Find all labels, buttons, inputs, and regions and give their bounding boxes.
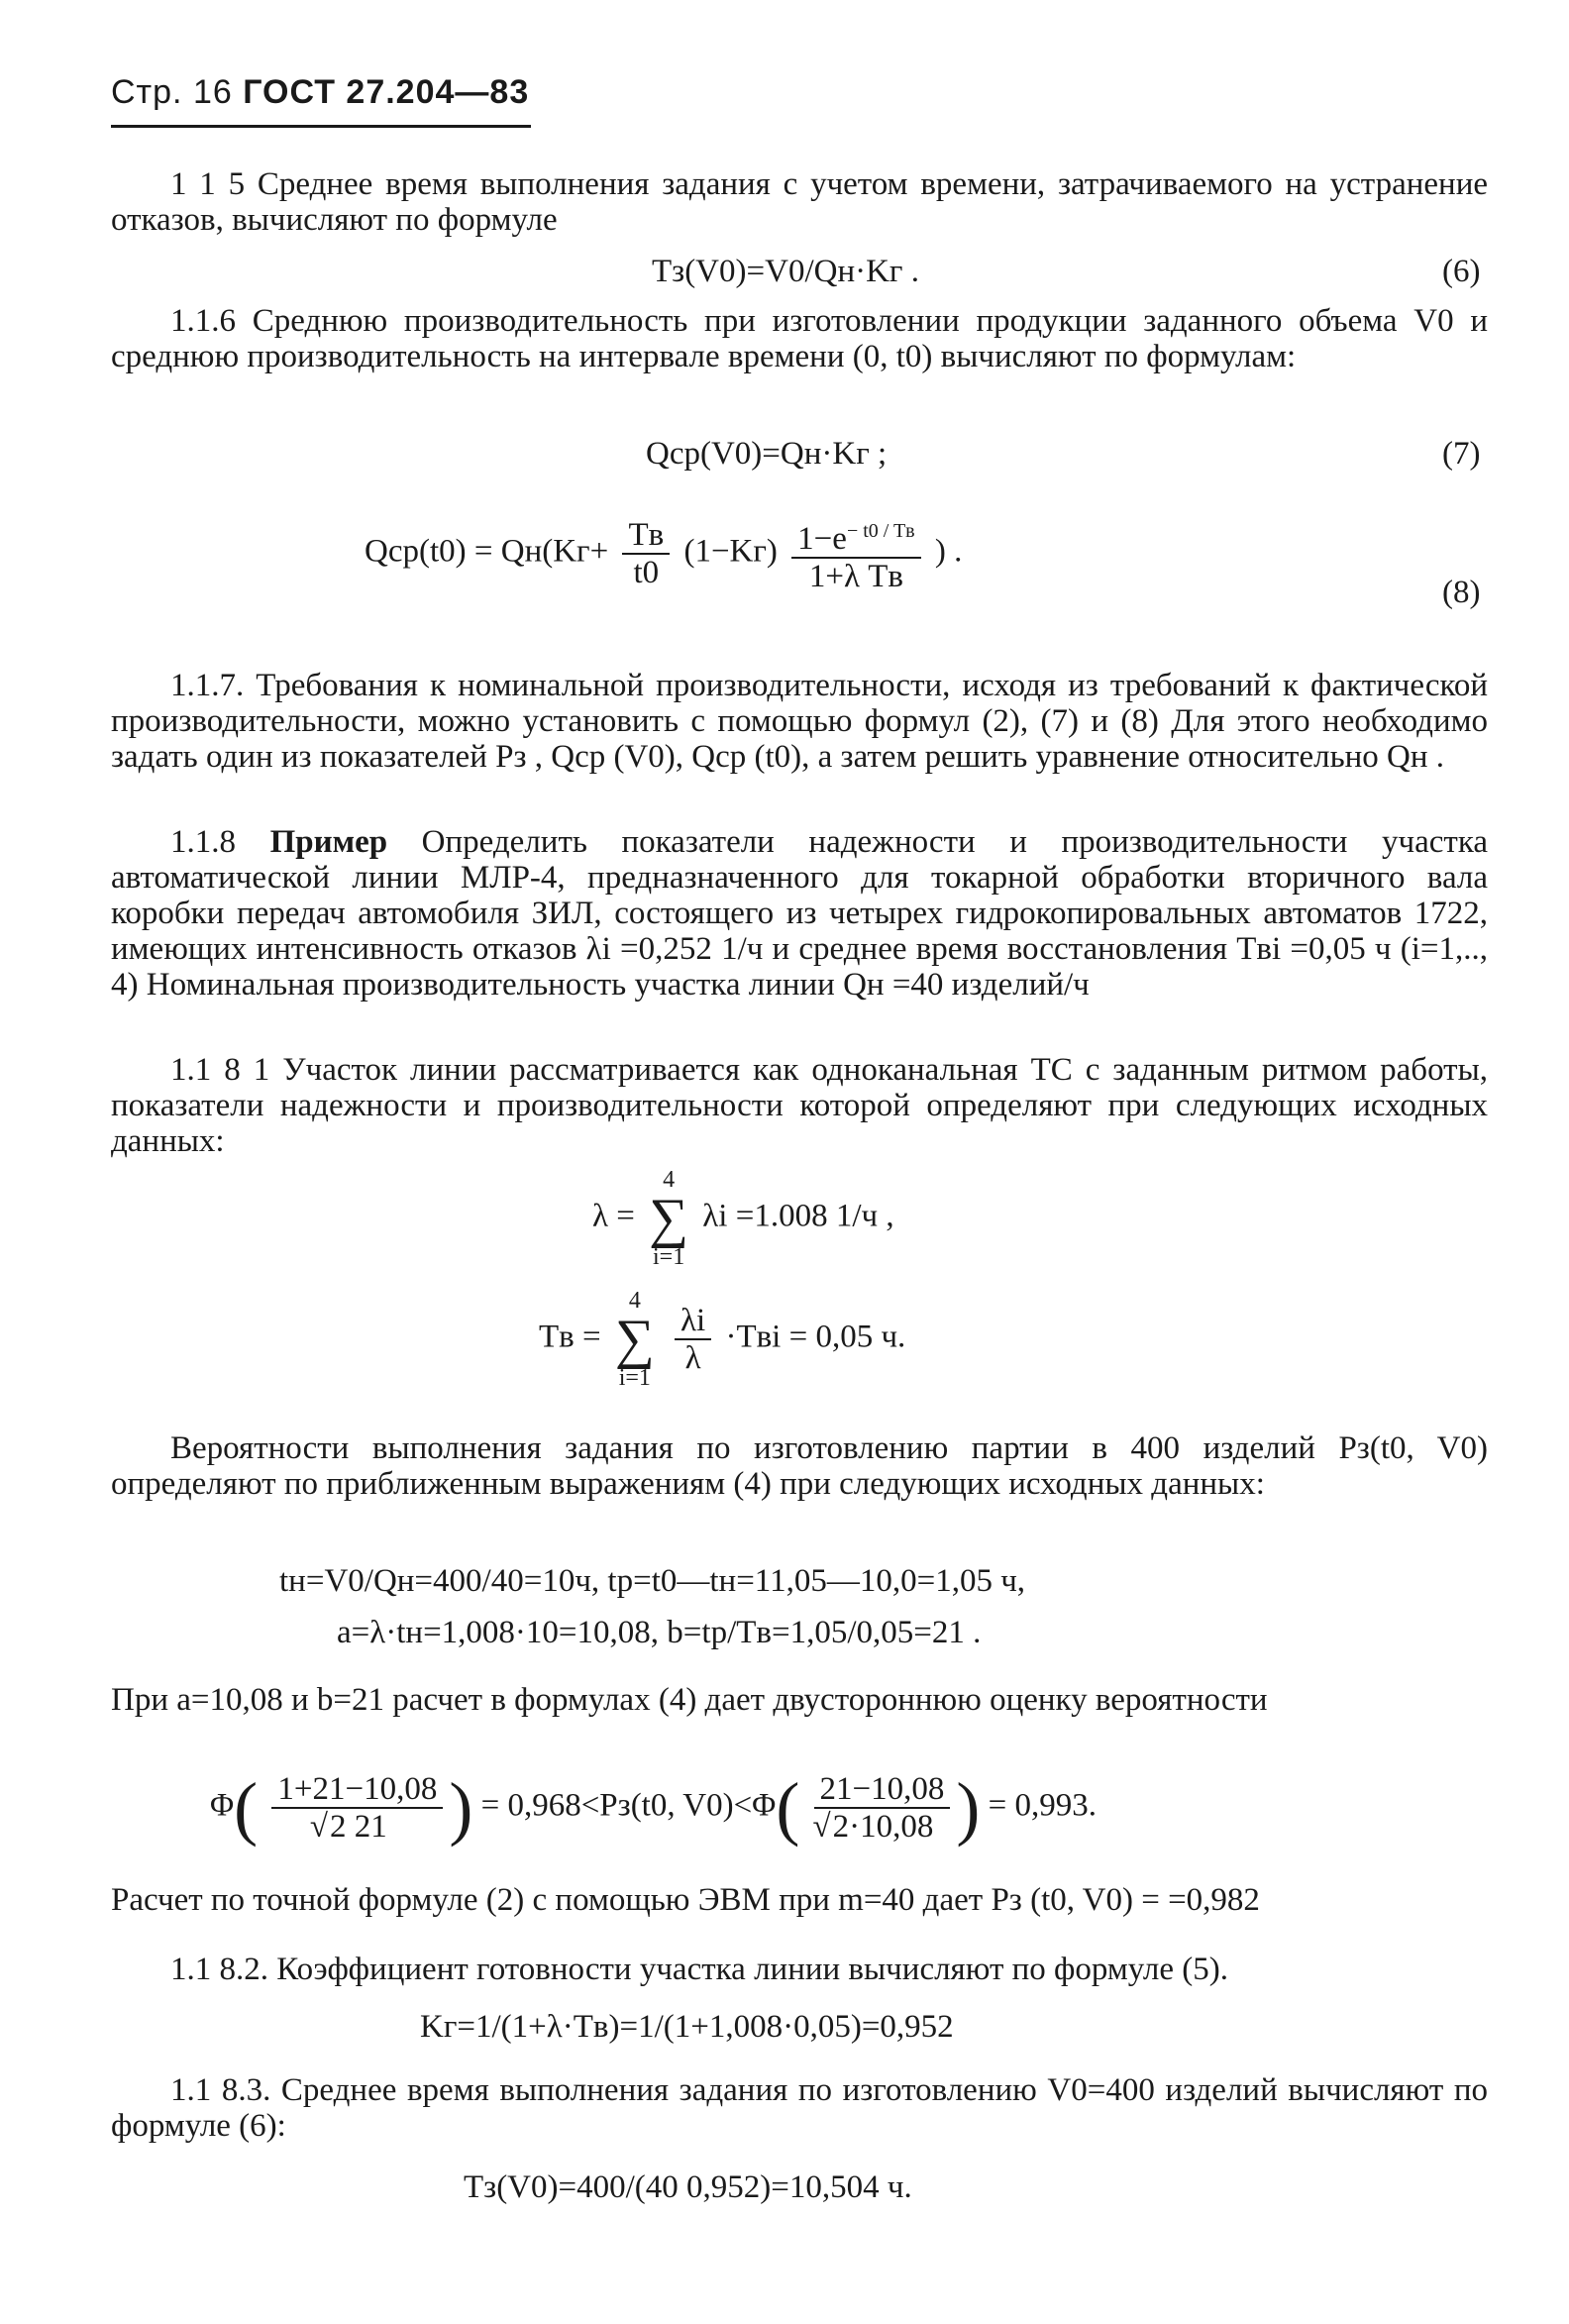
formula-8-tail: ) . — [934, 533, 963, 570]
paragraph-1-1-8-1: 1.1 8 1 Участок линии рассматривается как одноканальная ТС с заданным ритмом работы, показатели надежности и производительности которой определяют при следующих исходных данных: — [111, 1052, 1488, 1159]
formula-7: Qср(V0)=Qн·Kг ; — [646, 436, 888, 472]
sum-sign: 4 ∑ i=1 — [614, 1288, 655, 1391]
formula-6-number: (6) — [1442, 254, 1481, 289]
calc-tn-tp: tн=V0/Qн=400/40=10ч, tр=t0—tн=11,05—10,0=1,05 ч, — [279, 1563, 1026, 1599]
formula-8-lhs: Qср(t0) = Qн(Kг+ — [365, 533, 609, 570]
formula-6: Tз(V0)=V0/Qн·Kг . — [652, 254, 919, 289]
paragraph-1-1-5: 1 1 5 Среднее время выполнения задания с учетом времени, затрачиваемого на устранение отказов, вычисляют по формуле — [111, 166, 1488, 238]
standard-number: ГОСТ 27.204—83 — [243, 73, 530, 111]
formula-8 — [365, 515, 962, 592]
example-label: Пример — [269, 824, 388, 860]
paragraph-1-1-8-2: 1.1 8.2. Коэффициент готовности участка линии вычисляют по формуле (5). — [170, 1952, 1228, 1987]
header-rule — [111, 125, 531, 128]
calc-kg: Kг=1/(1+λ·Tв)=1/(1+1,008·0,05)=0,952 — [420, 2009, 954, 2045]
calc-a-b: a=λ·tн=1,008·10=10,08, b=tр/Tв=1,05/0,05=21 . — [337, 1615, 982, 1650]
formula-8-mid: (1−Kг) — [683, 533, 778, 570]
formula-8-frac-1: $\frac{Tв}{t0}$ — [622, 519, 670, 588]
paragraph-a-b: При a=10,08 и b=21 расчет в формулах (4) дает двустороннюю оценку вероятности — [111, 1682, 1268, 1718]
page-prefix: Стр. — [111, 73, 183, 111]
calc-tz: Tз(V0)=400/(40 0,952)=10,504 ч. — [464, 2169, 912, 2205]
paragraph-1-1-8-3: 1.1 8.3. Среднее время выполнения задания по изготовлению V0=400 изделий вычисляют по формуле (6): — [111, 2072, 1488, 2144]
formula-8-frac-2: $\frac{1-e^{- t0 / Tв}}{\text{1+λ Tв}}$ — [791, 515, 920, 592]
paragraph-1-1-6: 1.1.6 Среднюю производительность при изготовлении продукции заданного объема V0 и среднюю производительность на интервале времени (0, t0) вычисляют по формулам: — [111, 303, 1488, 374]
paragraph-1-1-7: 1.1.7. Требования к номинальной производительности, исходя из требований к фактической производительности, можно установить с помощью формул (2), (7) и (8) Для этого необходимо задать один из показателей Pз , Qср (V0), Qср (t0), а затем решить уравнение относительно Qн . — [111, 668, 1488, 775]
formula-phi: Φ( 1+21−10,08 √ 2 21 ) = 0,968<Pз(t0, V0)<Φ( 21−10,08 √ 2·10,08 ) = 0,993. — [210, 1773, 1097, 1843]
formula-lambda-sum: λ = 4 ∑ i=1 λi =1.008 1/ч , — [592, 1167, 894, 1270]
formula-7-number: (7) — [1442, 436, 1481, 472]
paragraph-probability: Вероятности выполнения задания по изготовлению партии в 400 изделий Pз(t0, V0) определяют по приближенным выражениям (4) при следующих исходных данных: — [111, 1430, 1488, 1502]
paragraph-1-1-8: 1.1.8 Пример Определить показатели надежности и производительности участка автоматической линии МЛР-4, предназначенного для токарной обработки вторичного вала коробки передач автомобиля ЗИЛ, состоящего из четырех гидрокопировальных автоматов 1722, имеющих интенсивность отказов λi =0,252 1/ч и среднее время восстановления Tвi =0,05 ч (i=1,.., 4) Номинальная производительность участка линии Qн =40 изделий/ч — [111, 824, 1489, 1003]
sum-sign: 4 ∑ i=1 — [649, 1167, 689, 1270]
page-header — [111, 73, 529, 112]
formula-8-number: (8) — [1442, 575, 1481, 610]
paragraph-exact: Расчет по точной формуле (2) с помощью ЭВМ при m=40 дает Pз (t0, V0) = =0,982 — [111, 1882, 1260, 1918]
formula-tv-sum: Tв = 4 ∑ i=1 $\frac{\lambda i}{\lambda}$ ·Tвi = 0,05 ч. — [539, 1288, 906, 1391]
page-number: 16 — [192, 73, 233, 111]
